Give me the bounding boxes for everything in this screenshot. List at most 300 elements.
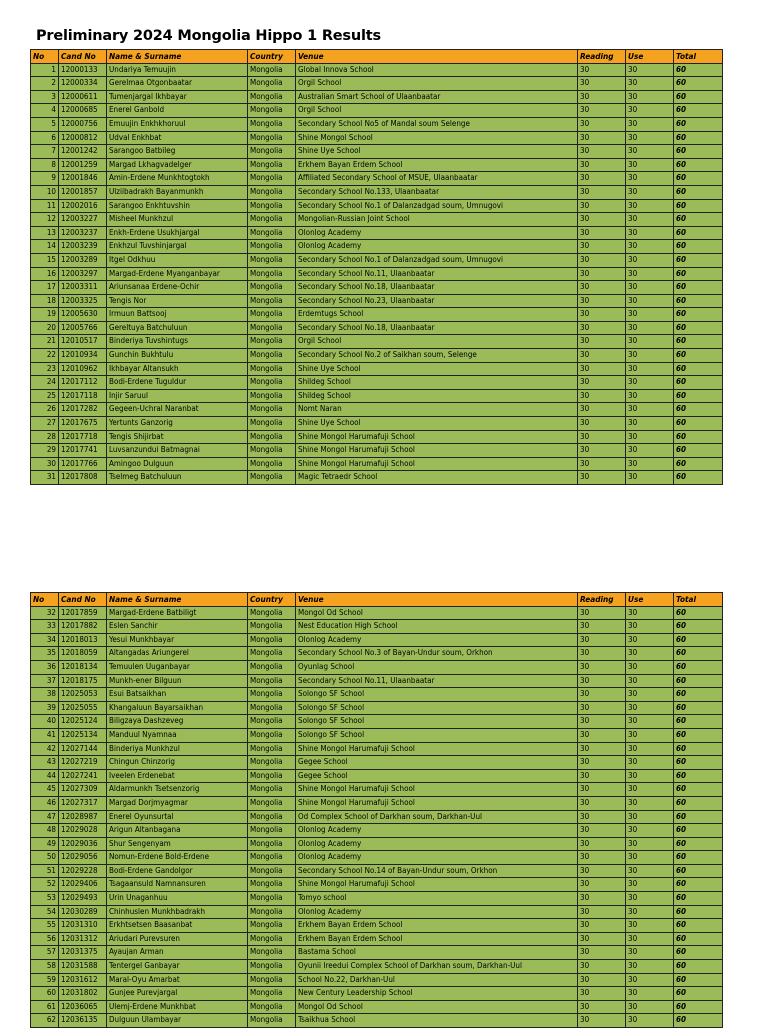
cell-reading: 30 [578, 321, 626, 335]
table-row [31, 430, 723, 444]
cell-cand-no: 12027144 [59, 742, 107, 756]
cell-venue: Shine Uye School [296, 362, 578, 376]
cell-no: 57 [31, 946, 59, 960]
cell-use: 30 [626, 932, 674, 946]
cell-country: Mongolia [248, 660, 296, 674]
cell-country: Mongolia [248, 308, 296, 322]
cell-venue: Solongo SF School [296, 715, 578, 729]
cell-no: 31 [31, 471, 59, 485]
table-row [31, 240, 723, 254]
cell-use: 30 [626, 987, 674, 1001]
cell-no: 62 [31, 1014, 59, 1028]
cell-total: 60 [674, 349, 723, 363]
cell-venue: Erkhem Bayan Erdem School [296, 919, 578, 933]
table-row [31, 783, 723, 797]
cell-no: 26 [31, 403, 59, 417]
cell-cand-no: 12018175 [59, 674, 107, 688]
cell-total: 60 [674, 810, 723, 824]
table-row [31, 647, 723, 661]
cell-country: Mongolia [248, 810, 296, 824]
cell-no: 22 [31, 349, 59, 363]
cell-country: Mongolia [248, 471, 296, 485]
cell-reading: 30 [578, 389, 626, 403]
cell-use: 30 [626, 63, 674, 77]
table-row [31, 864, 723, 878]
cell-no: 8 [31, 158, 59, 172]
cell-use: 30 [626, 281, 674, 295]
cell-total: 60 [674, 185, 723, 199]
cell-no: 23 [31, 362, 59, 376]
cell-reading: 30 [578, 172, 626, 186]
cell-total: 60 [674, 1000, 723, 1014]
cell-name: Nomun-Erdene Bold-Erdene [107, 851, 248, 865]
cell-reading: 30 [578, 932, 626, 946]
cell-cand-no: 12025134 [59, 728, 107, 742]
cell-venue: Orgil School [296, 335, 578, 349]
cell-country: Mongolia [248, 131, 296, 145]
cell-venue: Gegee School [296, 769, 578, 783]
cell-reading: 30 [578, 90, 626, 104]
cell-use: 30 [626, 864, 674, 878]
cell-venue: Shine Mongol Harumafuji School [296, 430, 578, 444]
cell-total: 60 [674, 362, 723, 376]
cell-venue: Solongo SF School [296, 701, 578, 715]
cell-country: Mongolia [248, 960, 296, 974]
cell-name: Esui Batsaikhan [107, 688, 248, 702]
cell-total: 60 [674, 77, 723, 91]
cell-total: 60 [674, 837, 723, 851]
cell-reading: 30 [578, 728, 626, 742]
cell-use: 30 [626, 240, 674, 254]
cell-venue: Affiliated Secondary School of MSUE, Ulaanbaatar [296, 172, 578, 186]
cell-name: Shur Sengenyam [107, 837, 248, 851]
table-row [31, 606, 723, 620]
cell-name: Sarangoo Enkhtuvshin [107, 199, 248, 213]
cell-name: Sarangoo Batbileg [107, 145, 248, 159]
cell-country: Mongolia [248, 688, 296, 702]
cell-venue: Olonlog Academy [296, 851, 578, 865]
cell-venue: Secondary School No.1 of Dalanzadgad soum, Umnugovi [296, 199, 578, 213]
cell-no: 39 [31, 701, 59, 715]
column-header-venue: Venue [296, 593, 578, 607]
cell-use: 30 [626, 131, 674, 145]
cell-venue: Solongo SF School [296, 688, 578, 702]
table-row [31, 403, 723, 417]
cell-use: 30 [626, 213, 674, 227]
cell-cand-no: 12001242 [59, 145, 107, 159]
cell-total: 60 [674, 63, 723, 77]
cell-country: Mongolia [248, 104, 296, 118]
cell-no: 42 [31, 742, 59, 756]
cell-no: 55 [31, 919, 59, 933]
cell-country: Mongolia [248, 905, 296, 919]
cell-cand-no: 12029056 [59, 851, 107, 865]
table-row [31, 185, 723, 199]
cell-reading: 30 [578, 185, 626, 199]
cell-name: Binderiya Tuvshintugs [107, 335, 248, 349]
cell-cand-no: 12029493 [59, 892, 107, 906]
cell-country: Mongolia [248, 878, 296, 892]
table-row [31, 267, 723, 281]
cell-reading: 30 [578, 281, 626, 295]
cell-name: Biligzaya Dashzeveg [107, 715, 248, 729]
cell-name: Margad Lkhagvadelger [107, 158, 248, 172]
cell-total: 60 [674, 688, 723, 702]
cell-no: 52 [31, 878, 59, 892]
cell-use: 30 [626, 688, 674, 702]
cell-name: Temuulen Uuganbayar [107, 660, 248, 674]
cell-use: 30 [626, 403, 674, 417]
table-row [31, 769, 723, 783]
cell-country: Mongolia [248, 117, 296, 131]
cell-name: Ariunsanaa Erdene-Ochir [107, 281, 248, 295]
cell-no: 56 [31, 932, 59, 946]
cell-no: 38 [31, 688, 59, 702]
table-row [31, 281, 723, 295]
cell-total: 60 [674, 226, 723, 240]
cell-no: 24 [31, 376, 59, 390]
cell-name: Gegeen-Uchral Naranbat [107, 403, 248, 417]
cell-reading: 30 [578, 878, 626, 892]
cell-use: 30 [626, 674, 674, 688]
cell-no: 29 [31, 444, 59, 458]
cell-name: Itgel Odkhuu [107, 253, 248, 267]
cell-reading: 30 [578, 824, 626, 838]
cell-venue: Orgil School [296, 77, 578, 91]
cell-country: Mongolia [248, 742, 296, 756]
cell-venue: Shine Mongol Harumafuji School [296, 796, 578, 810]
cell-venue: Shine Uye School [296, 145, 578, 159]
cell-total: 60 [674, 987, 723, 1001]
cell-country: Mongolia [248, 253, 296, 267]
cell-venue: Secondary School No5 of Mandal soum Selenge [296, 117, 578, 131]
cell-venue: Shine Mongol School [296, 131, 578, 145]
cell-name: Margad-Erdene Myanganbayar [107, 267, 248, 281]
cell-no: 16 [31, 267, 59, 281]
cell-reading: 30 [578, 647, 626, 661]
cell-name: Arigun Altanbagana [107, 824, 248, 838]
cell-reading: 30 [578, 417, 626, 431]
cell-no: 43 [31, 756, 59, 770]
cell-total: 60 [674, 281, 723, 295]
cell-venue: Australian Smart School of Ulaanbaatar [296, 90, 578, 104]
cell-cand-no: 12018134 [59, 660, 107, 674]
table-row [31, 919, 723, 933]
cell-country: Mongolia [248, 633, 296, 647]
cell-name: Yertunts Ganzorig [107, 417, 248, 431]
table-row [31, 77, 723, 91]
column-header-no: No [31, 593, 59, 607]
cell-no: 47 [31, 810, 59, 824]
cell-name: Chingun Chinzorig [107, 756, 248, 770]
table-row [31, 701, 723, 715]
cell-use: 30 [626, 253, 674, 267]
cell-use: 30 [626, 946, 674, 960]
cell-no: 7 [31, 145, 59, 159]
cell-use: 30 [626, 145, 674, 159]
cell-venue: Secondary School No.11, Ulaanbaatar [296, 674, 578, 688]
table-row [31, 973, 723, 987]
cell-name: Eslen Sanchir [107, 620, 248, 634]
cell-reading: 30 [578, 620, 626, 634]
cell-name: Urin Unaganhuu [107, 892, 248, 906]
cell-cand-no: 12017741 [59, 444, 107, 458]
cell-venue: Shine Mongol Harumafuji School [296, 878, 578, 892]
cell-no: 51 [31, 864, 59, 878]
cell-use: 30 [626, 742, 674, 756]
cell-use: 30 [626, 728, 674, 742]
cell-country: Mongolia [248, 90, 296, 104]
cell-total: 60 [674, 308, 723, 322]
column-header-use: Use [626, 593, 674, 607]
cell-venue: Mongolian-Russian Joint School [296, 213, 578, 227]
cell-name: Amingoo Dulguun [107, 457, 248, 471]
cell-reading: 30 [578, 145, 626, 159]
cell-total: 60 [674, 457, 723, 471]
cell-name: Enkh-Erdene Usukhjargal [107, 226, 248, 240]
cell-use: 30 [626, 851, 674, 865]
column-header-cand-no: Cand No [59, 50, 107, 64]
cell-total: 60 [674, 660, 723, 674]
cell-cand-no: 12003289 [59, 253, 107, 267]
cell-name: Ariudari Purevsuren [107, 932, 248, 946]
cell-cand-no: 12025124 [59, 715, 107, 729]
cell-no: 58 [31, 960, 59, 974]
cell-total: 60 [674, 824, 723, 838]
cell-cand-no: 12010517 [59, 335, 107, 349]
cell-total: 60 [674, 1014, 723, 1028]
cell-venue: Secondary School No.3 of Bayan-Undur soum, Orkhon [296, 647, 578, 661]
cell-venue: Gegee School [296, 756, 578, 770]
cell-reading: 30 [578, 294, 626, 308]
table-row [31, 633, 723, 647]
cell-country: Mongolia [248, 213, 296, 227]
cell-cand-no: 12017766 [59, 457, 107, 471]
cell-cand-no: 12029228 [59, 864, 107, 878]
cell-use: 30 [626, 172, 674, 186]
cell-venue: Global Innova School [296, 63, 578, 77]
cell-reading: 30 [578, 769, 626, 783]
cell-reading: 30 [578, 335, 626, 349]
cell-cand-no: 12000334 [59, 77, 107, 91]
cell-reading: 30 [578, 308, 626, 322]
cell-name: Erkhtsetsen Baasanbat [107, 919, 248, 933]
cell-use: 30 [626, 226, 674, 240]
cell-venue: Solongo SF School [296, 728, 578, 742]
cell-cand-no: 12017118 [59, 389, 107, 403]
cell-no: 18 [31, 294, 59, 308]
cell-name: Altangadas Ariungerel [107, 647, 248, 661]
cell-total: 60 [674, 444, 723, 458]
cell-no: 20 [31, 321, 59, 335]
table-row [31, 253, 723, 267]
cell-reading: 30 [578, 199, 626, 213]
cell-use: 30 [626, 824, 674, 838]
cell-cand-no: 12010962 [59, 362, 107, 376]
cell-name: Enerel Ganbold [107, 104, 248, 118]
cell-cand-no: 12017112 [59, 376, 107, 390]
cell-reading: 30 [578, 376, 626, 390]
cell-country: Mongolia [248, 457, 296, 471]
cell-total: 60 [674, 769, 723, 783]
cell-cand-no: 12017675 [59, 417, 107, 431]
cell-venue: Oyunlag School [296, 660, 578, 674]
cell-venue: Shine Uye School [296, 417, 578, 431]
table-row [31, 742, 723, 756]
cell-venue: Olonlog Academy [296, 837, 578, 851]
cell-use: 30 [626, 606, 674, 620]
cell-country: Mongolia [248, 226, 296, 240]
cell-name: Margad-Erdene Batbiligt [107, 606, 248, 620]
cell-use: 30 [626, 892, 674, 906]
cell-total: 60 [674, 878, 723, 892]
cell-country: Mongolia [248, 769, 296, 783]
cell-total: 60 [674, 172, 723, 186]
cell-cand-no: 12002016 [59, 199, 107, 213]
cell-no: 36 [31, 660, 59, 674]
table-row [31, 688, 723, 702]
cell-no: 61 [31, 1000, 59, 1014]
cell-country: Mongolia [248, 864, 296, 878]
cell-venue: Olonlog Academy [296, 226, 578, 240]
cell-no: 14 [31, 240, 59, 254]
column-header-venue: Venue [296, 50, 578, 64]
cell-reading: 30 [578, 973, 626, 987]
table-row [31, 471, 723, 485]
cell-country: Mongolia [248, 647, 296, 661]
cell-country: Mongolia [248, 362, 296, 376]
cell-name: Gunjee Purevjargal [107, 987, 248, 1001]
table-row [31, 63, 723, 77]
cell-venue: Tomyo school [296, 892, 578, 906]
cell-use: 30 [626, 783, 674, 797]
column-header-total: Total [674, 593, 723, 607]
cell-country: Mongolia [248, 701, 296, 715]
cell-venue: School No.22, Darkhan-Uul [296, 973, 578, 987]
cell-cand-no: 12001259 [59, 158, 107, 172]
cell-use: 30 [626, 810, 674, 824]
results-table-2 [30, 592, 723, 1028]
table-row [31, 117, 723, 131]
cell-total: 60 [674, 851, 723, 865]
cell-cand-no: 12000812 [59, 131, 107, 145]
cell-no: 4 [31, 104, 59, 118]
cell-use: 30 [626, 471, 674, 485]
cell-reading: 30 [578, 987, 626, 1001]
table-row [31, 987, 723, 1001]
table-row [31, 674, 723, 688]
cell-name: Udval Enkhbat [107, 131, 248, 145]
cell-total: 60 [674, 647, 723, 661]
cell-name: Emuujin Enkhkhoruul [107, 117, 248, 131]
cell-venue: Bastama School [296, 946, 578, 960]
cell-name: Margad Dorjmyagmar [107, 796, 248, 810]
cell-total: 60 [674, 919, 723, 933]
table-header-row [31, 50, 723, 64]
cell-cand-no: 12031588 [59, 960, 107, 974]
table-row [31, 172, 723, 186]
cell-no: 15 [31, 253, 59, 267]
cell-use: 30 [626, 660, 674, 674]
table-row [31, 728, 723, 742]
cell-use: 30 [626, 321, 674, 335]
cell-reading: 30 [578, 837, 626, 851]
cell-name: Amin-Erdene Munkhtogtokh [107, 172, 248, 186]
table-row [31, 362, 723, 376]
cell-name: Gereltuya Batchuluun [107, 321, 248, 335]
cell-use: 30 [626, 294, 674, 308]
cell-venue: Oyunii Ireedui Complex School of Darkhan soum, Darkhan-Uul [296, 960, 578, 974]
cell-venue: Secondary School No.133, Ulaanbaatar [296, 185, 578, 199]
table-row [31, 104, 723, 118]
cell-venue: Secondary School No.11, Ulaanbaatar [296, 267, 578, 281]
cell-no: 9 [31, 172, 59, 186]
cell-country: Mongolia [248, 851, 296, 865]
cell-no: 41 [31, 728, 59, 742]
cell-total: 60 [674, 728, 723, 742]
cell-total: 60 [674, 104, 723, 118]
cell-country: Mongolia [248, 756, 296, 770]
cell-venue: Orgil School [296, 104, 578, 118]
cell-country: Mongolia [248, 892, 296, 906]
cell-total: 60 [674, 90, 723, 104]
cell-no: 27 [31, 417, 59, 431]
cell-cand-no: 12000611 [59, 90, 107, 104]
table-row [31, 946, 723, 960]
cell-use: 30 [626, 389, 674, 403]
cell-no: 25 [31, 389, 59, 403]
table-row [31, 213, 723, 227]
cell-reading: 30 [578, 864, 626, 878]
cell-cand-no: 12017808 [59, 471, 107, 485]
cell-cand-no: 12027219 [59, 756, 107, 770]
cell-use: 30 [626, 960, 674, 974]
cell-cand-no: 12001846 [59, 172, 107, 186]
cell-venue: New Century Leadership School [296, 987, 578, 1001]
cell-cand-no: 12036135 [59, 1014, 107, 1028]
cell-cand-no: 12036065 [59, 1000, 107, 1014]
cell-cand-no: 12000685 [59, 104, 107, 118]
cell-total: 60 [674, 403, 723, 417]
cell-venue: Erdemtugs School [296, 308, 578, 322]
cell-cand-no: 12003325 [59, 294, 107, 308]
cell-use: 30 [626, 417, 674, 431]
cell-reading: 30 [578, 403, 626, 417]
cell-country: Mongolia [248, 172, 296, 186]
cell-venue: Secondary School No.18, Ulaanbaatar [296, 281, 578, 295]
cell-venue: Olonlog Academy [296, 240, 578, 254]
cell-reading: 30 [578, 715, 626, 729]
cell-country: Mongolia [248, 199, 296, 213]
cell-country: Mongolia [248, 376, 296, 390]
cell-country: Mongolia [248, 932, 296, 946]
cell-no: 40 [31, 715, 59, 729]
cell-use: 30 [626, 199, 674, 213]
cell-total: 60 [674, 267, 723, 281]
cell-cand-no: 12027309 [59, 783, 107, 797]
cell-no: 17 [31, 281, 59, 295]
cell-cand-no: 12031375 [59, 946, 107, 960]
table-row [31, 660, 723, 674]
cell-use: 30 [626, 620, 674, 634]
column-header-total: Total [674, 50, 723, 64]
cell-venue: Tsaikhua School [296, 1014, 578, 1028]
cell-name: Enerel Oyunsurtal [107, 810, 248, 824]
cell-no: 5 [31, 117, 59, 131]
cell-reading: 30 [578, 905, 626, 919]
cell-reading: 30 [578, 742, 626, 756]
cell-no: 19 [31, 308, 59, 322]
